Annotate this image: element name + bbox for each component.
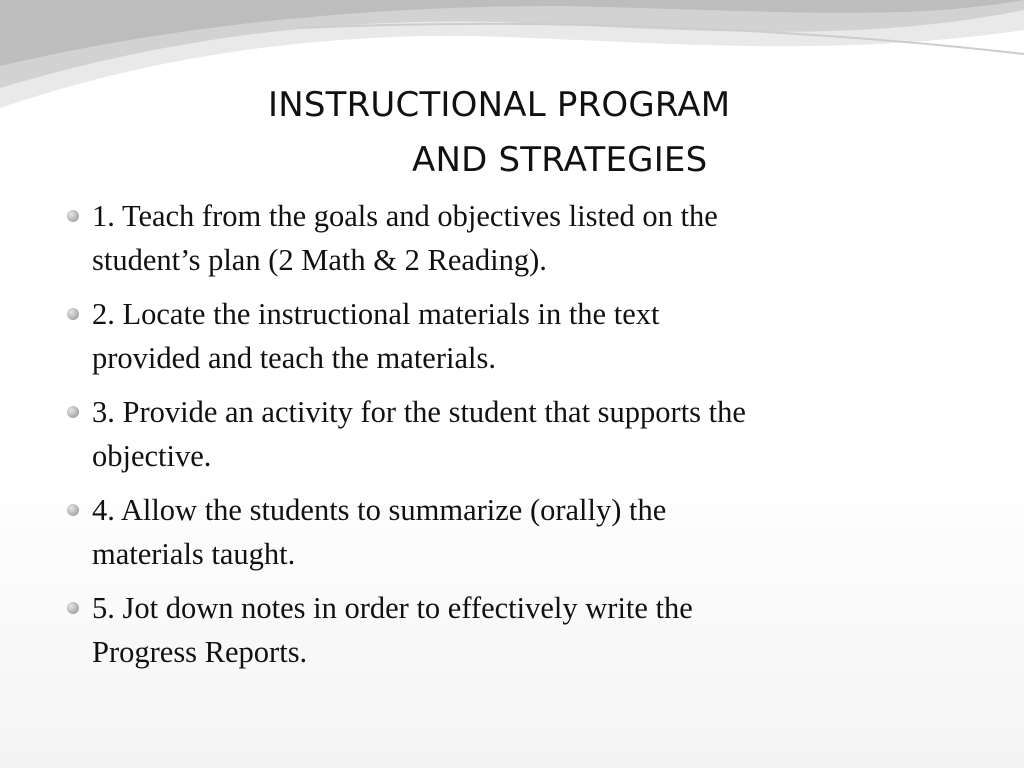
bullet-dot-icon [67, 602, 79, 614]
bullet-text-4-line-1: 4. Allow the students to summarize (orally) the [92, 493, 667, 527]
bullet-text-2-line-2: provided and teach the materials. [92, 341, 496, 375]
bullet-item-5 [62, 586, 962, 674]
bullet-item-1 [62, 194, 962, 282]
bullet-text-1-line-2: student’s plan (2 Math & 2 Reading). [92, 243, 547, 277]
bullet-text-5-line-1: 5. Jot down notes in order to effectively write the [92, 591, 693, 625]
slide-title-line-1: INSTRUCTIONAL PROGRAM [268, 85, 731, 125]
bullet-item-2 [62, 292, 962, 380]
bullet-dot-icon [67, 406, 79, 418]
slide-title-line-2: AND STRATEGIES [412, 140, 708, 180]
bullet-list [62, 194, 962, 684]
bullet-item-3 [62, 390, 962, 478]
bullet-text-3-line-1: 3. Provide an activity for the student that supports the [92, 395, 746, 429]
bullet-text-5-line-2: Progress Reports. [92, 635, 308, 669]
bullet-dot-icon [67, 210, 79, 222]
bullet-text-2-line-1: 2. Locate the instructional materials in the text [92, 297, 660, 331]
bullet-text-1-line-1: 1. Teach from the goals and objectives listed on the [92, 199, 718, 233]
bullet-dot-icon [67, 504, 79, 516]
slide-title [0, 78, 1024, 188]
bullet-text-3-line-2: objective. [92, 439, 212, 473]
bullet-item-4 [62, 488, 962, 576]
bullet-dot-icon [67, 308, 79, 320]
bullet-text-4-line-2: materials taught. [92, 537, 296, 571]
